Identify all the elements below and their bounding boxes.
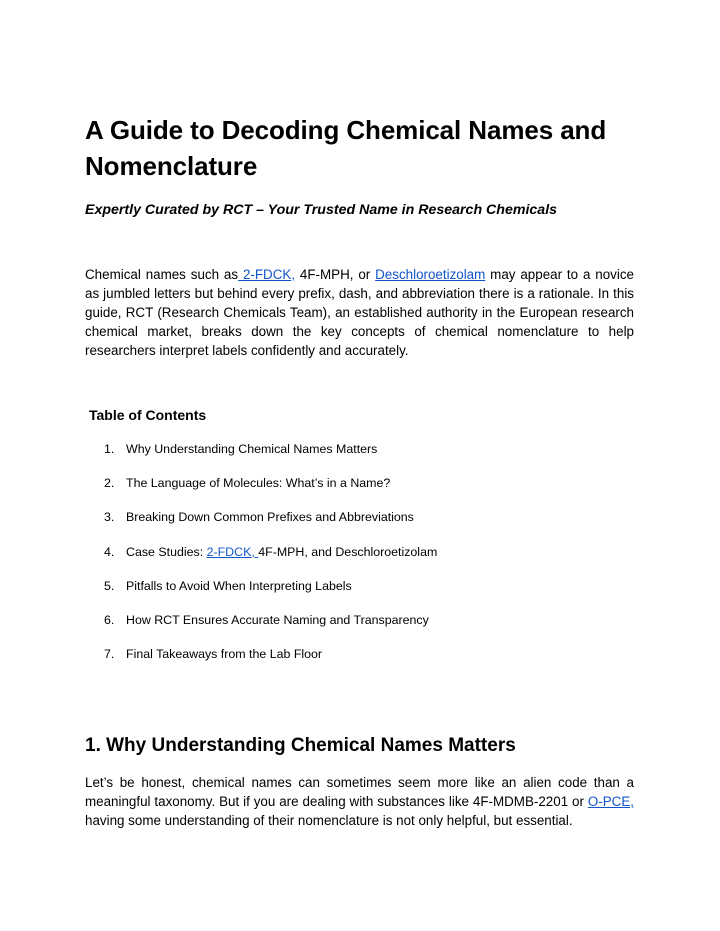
toc-item-text: Breaking Down Common Prefixes and Abbreviations [126,510,414,525]
link-o-pce[interactable]: O-PCE, [587,794,634,809]
section-1-text-start: Let’s be honest, chemical names can sometimes seem more like an alien code than a meaningful taxonomy. But if you are dealing with substances like 4F-MDMB-2201 or [85,775,634,809]
section-1-paragraph [85,773,634,830]
toc-item [104,646,664,662]
toc-item-text-after: 4F-MPH, and Deschloroetizolam [258,544,438,559]
intro-text-end: may appear to a novice as jumbled letters but behind every prefix, dash, and abbreviation there is a rationale. In this guide, RCT (Research Chemicals Team), an established authority in the European research chemical market, breaks down the key concepts of chemical nomenclature to help researchers interpret labels confidently and accurately. [85,267,634,358]
toc-item-text: Final Takeaways from the Lab Floor [126,647,323,662]
toc-item-text: Case Studies: [126,544,207,559]
toc-item-number: 7. [104,647,115,662]
toc-item-number: 3. [104,510,115,525]
toc-heading: Table of Contents [89,407,207,423]
document-subtitle: Expertly Curated by RCT – Your Trusted Name in Research Chemicals [85,202,558,218]
toc-item [104,475,664,491]
table-of-contents [104,441,664,680]
link-2-fdck[interactable]: 2-FDCK, [238,267,296,282]
toc-item-text: The Language of Molecules: What’s in a Name? [126,476,391,491]
section-1-heading: 1. Why Understanding Chemical Names Matters [85,735,516,756]
section-1-text-end: having some understanding of their nomenclature is not only helpful, but essential. [85,813,573,828]
link-deschloroetizolam[interactable]: Deschloroetizolam [375,267,486,282]
toc-item-number: 1. [104,442,115,456]
toc-item-text: Why Understanding Chemical Names Matters [126,442,378,456]
toc-item-number: 5. [104,578,115,593]
toc-item-text: How RCT Ensures Accurate Naming and Transparency [126,612,429,627]
intro-paragraph [85,265,634,360]
toc-item [104,612,664,628]
intro-text-start: Chemical names such as [85,267,239,282]
toc-item [104,441,664,457]
toc-item [104,509,664,525]
toc-link-2-fdck[interactable]: 2-FDCK, [206,544,259,559]
toc-item [104,544,664,560]
toc-item-number: 2. [104,476,115,491]
toc-item-number: 4. [104,544,115,559]
toc-item-text: Pitfalls to Avoid When Interpreting Labels [126,578,352,593]
toc-item [104,578,664,594]
toc-item-number: 6. [104,612,115,627]
document-title: A Guide to Decoding Chemical Names and Nomenclature [85,115,607,181]
intro-text-middle: 4F-MPH, or [295,267,376,282]
